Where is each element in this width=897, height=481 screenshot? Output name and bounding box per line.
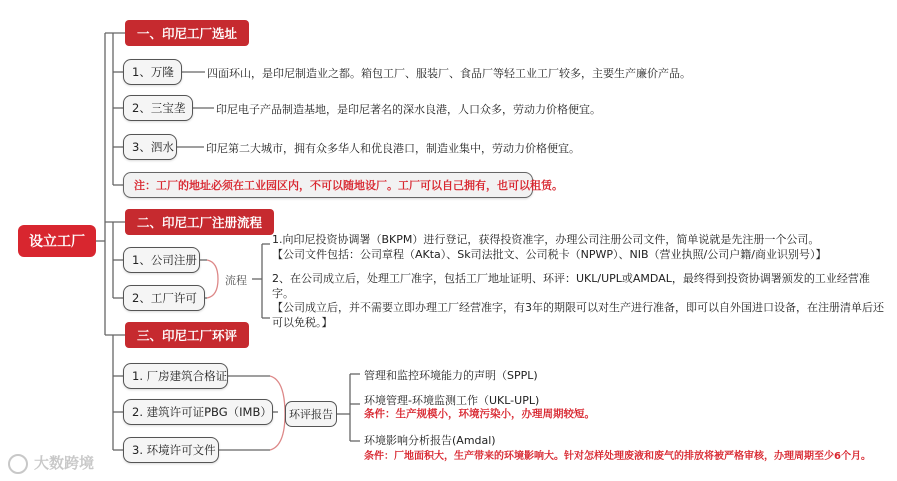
section-environment[interactable]: 三、印尼工厂环评 <box>125 322 249 348</box>
section-registration[interactable]: 二、印尼工厂注册流程 <box>125 209 274 235</box>
site-semarang-desc: 印尼电子产品制造基地，是印尼著名的深水良港，人口众多，劳动力价格便宜。 <box>216 103 601 116</box>
report-sppl: 管理和监控环境能力的声明（SPPL) <box>364 369 538 382</box>
watermark-icon <box>8 454 28 474</box>
section-site[interactable]: 一、印尼工厂选址 <box>125 20 249 46</box>
env-permit-doc[interactable]: 3. 环境许可文件 <box>123 437 219 463</box>
site-bandung[interactable]: 1、万隆 <box>123 59 182 85</box>
watermark-text: 大数跨境 <box>34 454 95 472</box>
site-surabaya-desc: 印尼第二大城市，拥有众多华人和优良港口，制造业集中，劳动力价格便宜。 <box>206 142 580 155</box>
env-report-node[interactable]: 环评报告 <box>285 401 337 427</box>
site-bandung-desc: 四面环山，是印尼制造业之都。箱包工厂、服装厂、食品厂等轻工业工厂较多，主要生产廉价产品。 <box>207 67 691 80</box>
reg-company[interactable]: 1、公司注册 <box>123 247 200 273</box>
reg-line-2: 【公司文件包括：公司章程（AKta）、Sk司法批文、公司税卡（NPWP）、NIB（营业执照/公司户籍/商业识别号）】 <box>272 248 827 261</box>
site-note: 注：工厂的地址必须在工业园区内，不可以随地设厂。工厂可以自己拥有，也可以租赁。 <box>123 172 533 198</box>
flow-label: 流程 <box>225 274 247 287</box>
report-amdal: 环境影响分析报告(Amdal) <box>364 434 496 447</box>
env-building-cert[interactable]: 1. 厂房建筑合格证 <box>123 363 228 389</box>
reg-factory-permit[interactable]: 2、工厂许可 <box>123 285 205 311</box>
site-semarang[interactable]: 2、三宝垄 <box>123 95 193 121</box>
report-amdal-condition: 条件：厂地面积大，生产带来的环境影响大。针对怎样处理废液和废气的排放将被严格审核，办理周期至少6个月。 <box>364 451 871 462</box>
report-ukl-upl-condition: 条件：生产规模小，环境污染小，办理周期较短。 <box>364 408 595 420</box>
env-building-permit[interactable]: 2. 建筑许可证PBG（IMB） <box>123 399 273 425</box>
reg-line-6: 可以免税。】 <box>272 316 333 329</box>
reg-line-1: 1.向印尼投资协调署（BKPM）进行登记，获得投资准字，办理公司注册公司文件，简单说就是先注册一个公司。 <box>272 233 820 246</box>
reg-line-4: 字。 <box>272 287 294 300</box>
report-ukl-upl: 环境管理-环境监测工作（UKL-UPL) <box>364 394 540 407</box>
site-surabaya[interactable]: 3、泗水 <box>123 134 177 160</box>
root-node[interactable]: 设立工厂 <box>18 225 96 257</box>
reg-line-5: 【公司成立后，并不需要立即办理工厂经营准字，有3年的期限可以对生产进行准备，即可以自外国进口设备，在注册清单后还 <box>272 301 884 314</box>
watermark-logo <box>8 452 94 474</box>
reg-line-3: 2、在公司成立后，处理工厂准字，包括工厂地址证明、环评：UKL/UPL或AMDAL，最终得到投资协调署颁发的工业经营准 <box>272 272 870 285</box>
